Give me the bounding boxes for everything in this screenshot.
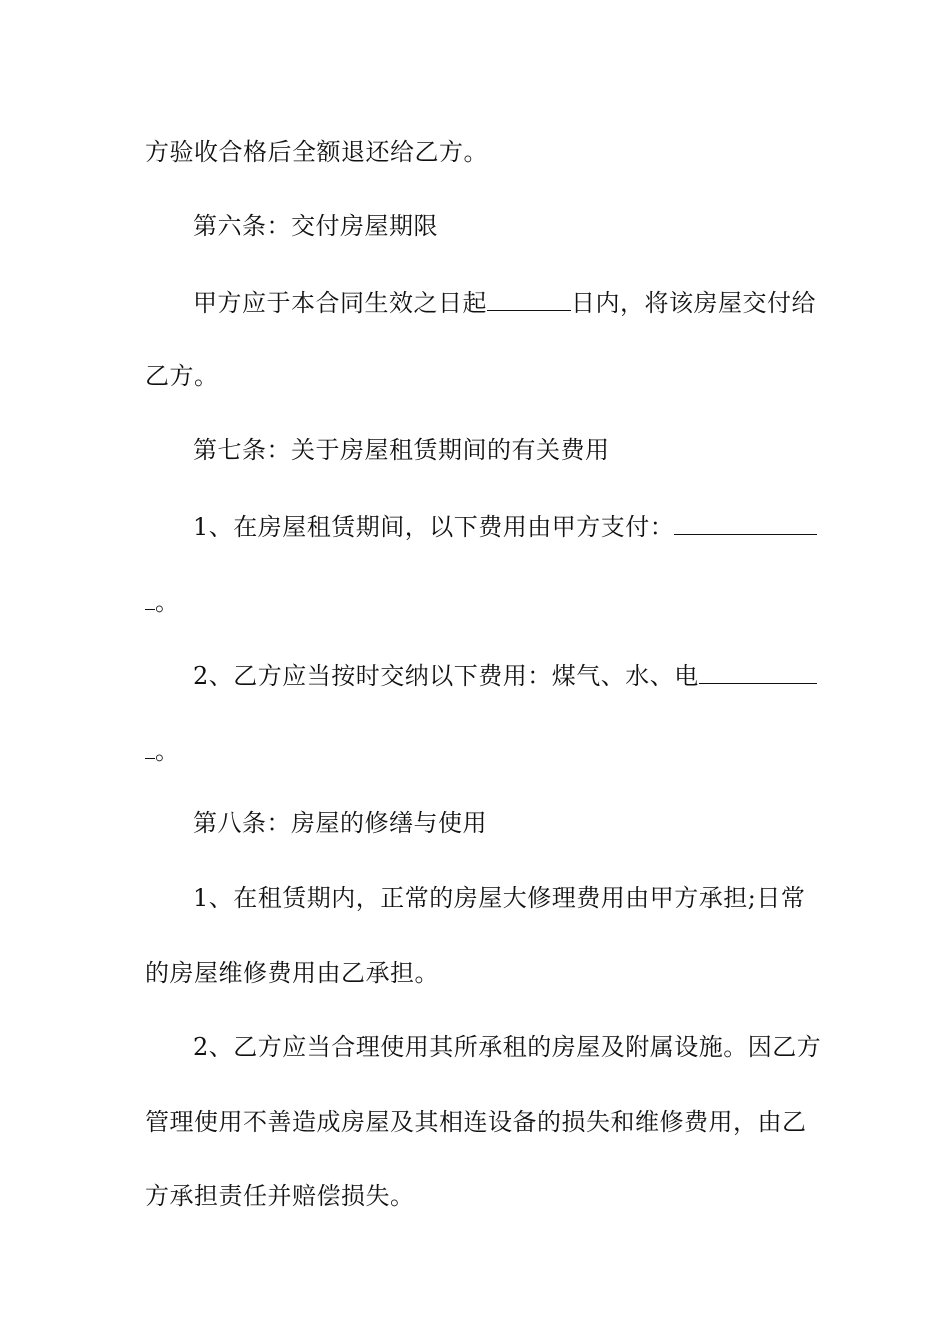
article-8-heading [193, 808, 487, 838]
text-line [145, 1107, 807, 1137]
text-span: 1、在租赁期内，正常的房屋大修理费用由甲方承担;日常 [193, 884, 806, 912]
fill-in-blank [674, 510, 817, 535]
text-line [193, 1032, 821, 1062]
text-span: 方验收合格后全额退还给乙方。 [145, 138, 488, 166]
text-line [145, 361, 219, 391]
text-line [193, 510, 817, 542]
fill-in-blank [699, 659, 817, 684]
text-line [145, 734, 180, 766]
text-span: 的房屋维修费用由乙承担。 [145, 959, 439, 987]
text-span: 2、乙方应当按时交纳以下费用：煤气、水、电 [193, 662, 699, 690]
article-6-heading [193, 211, 438, 241]
fill-in-blank [145, 734, 155, 759]
fill-in-blank [487, 286, 571, 311]
text-span: 方承担责任并赔偿损失。 [145, 1182, 415, 1210]
text-span: 第八条：房屋的修缮与使用 [193, 809, 487, 837]
text-span: 乙方。 [145, 362, 219, 390]
text-span: 日内，将该房屋交付给 [571, 289, 816, 317]
text-span: 1、在房屋租赁期间，以下费用由甲方支付： [193, 513, 675, 541]
text-span: 第七条：关于房屋租赁期间的有关费用 [193, 436, 610, 464]
text-line [145, 1181, 415, 1211]
text-line [145, 958, 439, 988]
text-line [193, 659, 817, 691]
text-span: 第六条：交付房屋期限 [193, 212, 438, 240]
text-line [145, 137, 488, 167]
article-7-heading [193, 435, 610, 465]
text-span: 。 [155, 588, 180, 616]
fill-in-blank [145, 585, 155, 610]
text-line [145, 585, 180, 617]
text-span: 。 [155, 737, 180, 765]
text-span: 甲方应于本合同生效之日起 [193, 289, 487, 317]
text-span: 2、乙方应当合理使用其所承租的房屋及附属设施。因乙方 [193, 1033, 822, 1061]
text-span: 管理使用不善造成房屋及其相连设备的损失和维修费用，由乙 [145, 1108, 807, 1136]
text-line [193, 286, 816, 318]
text-line [193, 883, 805, 913]
